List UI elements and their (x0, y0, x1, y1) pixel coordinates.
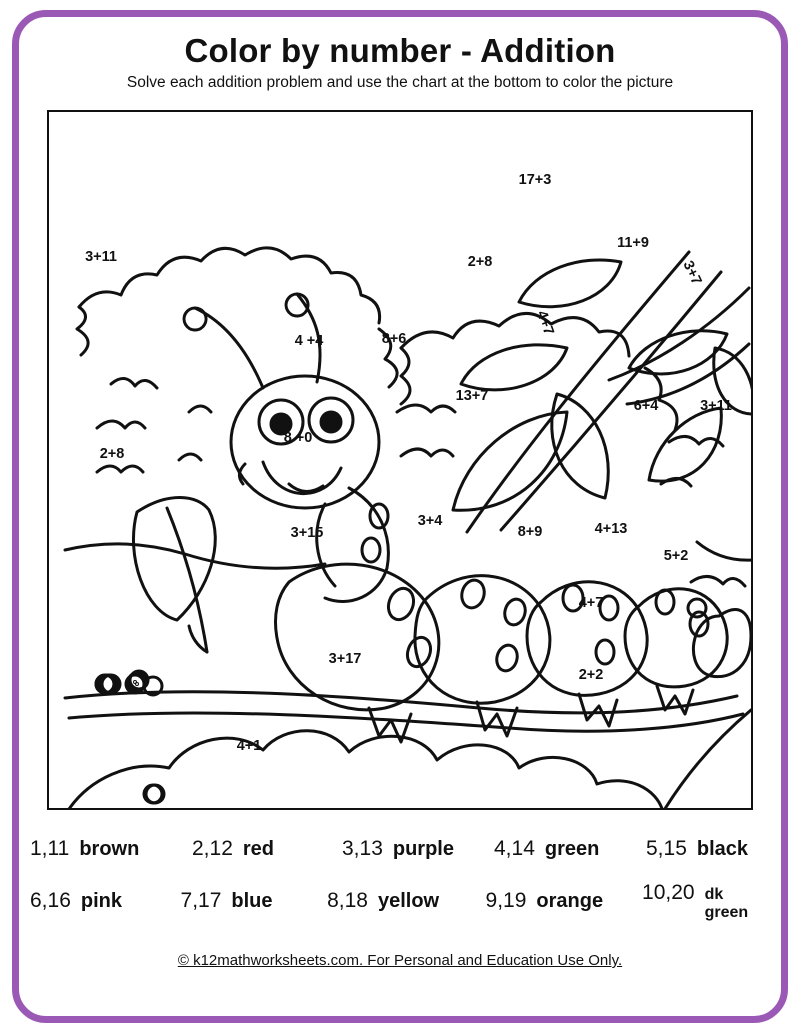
problem-label: 2+8 (467, 254, 493, 270)
legend-numbers: 3,13 (342, 837, 383, 860)
problem-label: 13+7 (455, 388, 489, 404)
legend-color-name: dk green (704, 885, 749, 921)
legend-item (192, 837, 342, 861)
legend-color-name: green (544, 838, 600, 860)
problem-label: 4+7 (578, 595, 604, 611)
page-subtitle: Solve each addition problem and use the chart at the bottom to color the picture (126, 74, 674, 91)
legend-numbers: 9,19 (485, 889, 527, 912)
problem-label: 2+2 (578, 667, 604, 683)
problem-label: 11+9 (617, 235, 649, 251)
legend-item (181, 889, 328, 913)
legend-numbers: 7,17 (180, 889, 222, 912)
legend-color-name: orange (536, 890, 604, 912)
color-key-row-1 (30, 826, 770, 872)
legend-numbers: 1,11 (30, 837, 70, 860)
problem-label: 3+4 (417, 513, 443, 529)
problem-label: 8+9 (517, 524, 543, 540)
problem-label: 3+7 (679, 258, 705, 288)
color-key (30, 822, 770, 932)
legend-color-name: black (696, 838, 749, 860)
problem-label: 8 +0 (283, 430, 313, 446)
legend-numbers: 6,16 (30, 889, 71, 912)
problem-label: 2+8 (99, 446, 125, 462)
problem-label: 5+2 (663, 548, 689, 564)
legend-item (30, 889, 181, 913)
legend-numbers: 2,12 (192, 837, 233, 860)
caterpillar-scene-drawing (49, 112, 751, 808)
problem-label: 3+15 (290, 525, 324, 541)
legend-color-name: brown (79, 838, 140, 860)
problem-label: 4 +4 (294, 333, 324, 349)
legend-item (30, 837, 192, 861)
color-key-row-2 (30, 878, 770, 924)
problem-label: 3+11 (85, 249, 117, 265)
legend-item (486, 889, 642, 913)
legend-item (646, 837, 748, 861)
legend-color-name: pink (80, 890, 122, 912)
problem-label: 3+17 (328, 651, 362, 667)
copyright-footer: © k12mathworksheets.com. For Personal and Education Use Only. (177, 952, 623, 969)
legend-color-name: purple (392, 838, 454, 860)
legend-item (342, 837, 494, 861)
page-title: Color by number - Addition (184, 32, 616, 69)
legend-color-name: yellow (377, 890, 440, 912)
problem-label: 8+6 (381, 331, 407, 347)
legend-numbers: 4,14 (494, 837, 535, 860)
legend-item (642, 881, 770, 922)
problem-label: 4+1 (236, 738, 262, 754)
legend-color-name: red (242, 838, 274, 860)
legend-item (327, 889, 485, 913)
legend-numbers: 5,15 (646, 837, 687, 860)
legend-color-name: blue (231, 890, 273, 912)
problem-label: 17+3 (518, 172, 552, 188)
problem-label: 4+13 (594, 521, 628, 537)
legend-numbers: 8,18 (327, 889, 368, 912)
legend-item (494, 837, 646, 861)
problem-label: 6+4 (633, 398, 659, 414)
problem-label: 3+11 (700, 398, 732, 414)
coloring-picture (47, 110, 753, 810)
legend-numbers: 10,20 (642, 880, 695, 904)
problem-label: 4+7 (533, 308, 557, 338)
